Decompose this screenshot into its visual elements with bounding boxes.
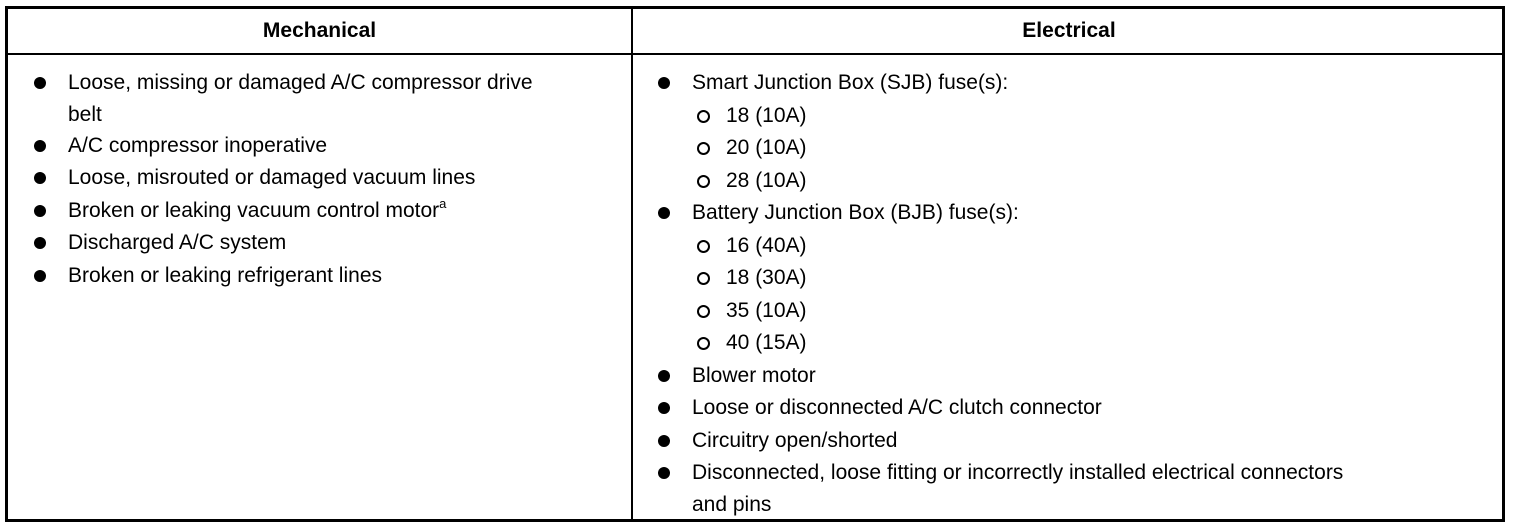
mechanical-cell (30, 67, 626, 292)
sub-list-item (654, 262, 1494, 295)
item-text-line: Smart Junction Box (SJB) fuse(s): (692, 71, 1009, 94)
item-text (68, 264, 382, 287)
item-text-line: Discharged A/C system (68, 231, 287, 254)
list-item (654, 197, 1494, 230)
mechanical-list (30, 67, 626, 292)
item-text-line: A/C compressor inoperative (68, 133, 328, 157)
hollow-bullet-icon (697, 337, 710, 350)
electrical-cell (654, 67, 1494, 520)
item-text-line: Broken or leaking vacuum control motor (68, 198, 440, 222)
bullet-icon (658, 207, 670, 219)
item-text (68, 195, 447, 222)
sub-item-text: 18 (10A) (726, 103, 807, 127)
bullet-icon (34, 237, 46, 249)
sub-item-text: 18 (30A) (726, 266, 807, 289)
list-item (654, 392, 1494, 425)
header-mechanical: Mechanical (262, 19, 377, 42)
list-item (30, 260, 626, 293)
sub-list-item (654, 295, 1494, 328)
item-text-line: Loose or disconnected A/C clutch connector (692, 396, 1102, 419)
item-text (68, 166, 475, 189)
list-item (654, 67, 1494, 100)
bullet-icon (34, 205, 46, 217)
sub-item-text: 28 (10A) (726, 168, 807, 192)
list-item (654, 457, 1494, 520)
item-text-line: Blower motor (692, 363, 816, 387)
table-header-row (8, 9, 1502, 55)
bullet-icon (658, 370, 670, 382)
list-item (30, 227, 626, 260)
sub-item-text: 20 (10A) (726, 136, 807, 159)
list-item (30, 162, 626, 195)
diagnostic-table (5, 6, 1505, 522)
list-item (30, 67, 626, 130)
list-item (654, 360, 1494, 393)
item-text-line: Broken or leaking refrigerant lines (68, 263, 382, 287)
item-text-line: Disconnected, loose fitting or incorrectly installed electrical connectors (692, 461, 1344, 484)
list-item (30, 195, 626, 228)
item-text (68, 231, 286, 254)
item-text (692, 429, 897, 452)
bullet-icon (34, 172, 46, 184)
bullet-icon (34, 270, 46, 282)
list-item (30, 130, 626, 163)
bullet-icon (34, 140, 46, 152)
item-text (68, 134, 327, 157)
footnote-marker: a (439, 195, 447, 211)
item-text (692, 364, 816, 387)
sub-list-item (654, 327, 1494, 360)
item-text-line: Loose, missing or damaged A/C compressor drive (68, 71, 533, 94)
column-divider (631, 9, 633, 519)
item-text (692, 461, 1494, 520)
sub-item-text: 16 (40A) (726, 233, 807, 257)
item-text-line: Circuitry open/shorted (692, 428, 898, 452)
item-text-line: Loose, misrouted or damaged vacuum lines (68, 166, 476, 189)
bullet-icon (34, 77, 46, 89)
sub-item-text: 35 (10A) (726, 298, 807, 322)
item-text (692, 71, 1008, 94)
list-item (654, 425, 1494, 458)
header-electrical: Electrical (1022, 19, 1116, 42)
hollow-bullet-icon (697, 305, 710, 318)
sub-list-item (654, 230, 1494, 263)
hollow-bullet-icon (697, 110, 710, 123)
hollow-bullet-icon (697, 240, 710, 253)
item-text-continuation: belt (68, 102, 102, 126)
hollow-bullet-icon (697, 272, 710, 285)
bullet-icon (658, 435, 670, 447)
sub-list-item (654, 132, 1494, 165)
sub-list-item (654, 100, 1494, 133)
item-text-line: Battery Junction Box (BJB) fuse(s): (692, 201, 1019, 224)
item-text (692, 201, 1019, 224)
item-text (68, 71, 626, 130)
item-text (692, 396, 1102, 419)
hollow-bullet-icon (697, 142, 710, 155)
electrical-list (654, 67, 1494, 520)
sub-item-text: 40 (15A) (726, 331, 807, 354)
bullet-icon (658, 77, 670, 89)
bullet-icon (658, 402, 670, 414)
item-text-continuation: and pins (692, 492, 772, 516)
sub-list-item (654, 165, 1494, 198)
hollow-bullet-icon (697, 175, 710, 188)
bullet-icon (658, 467, 670, 479)
